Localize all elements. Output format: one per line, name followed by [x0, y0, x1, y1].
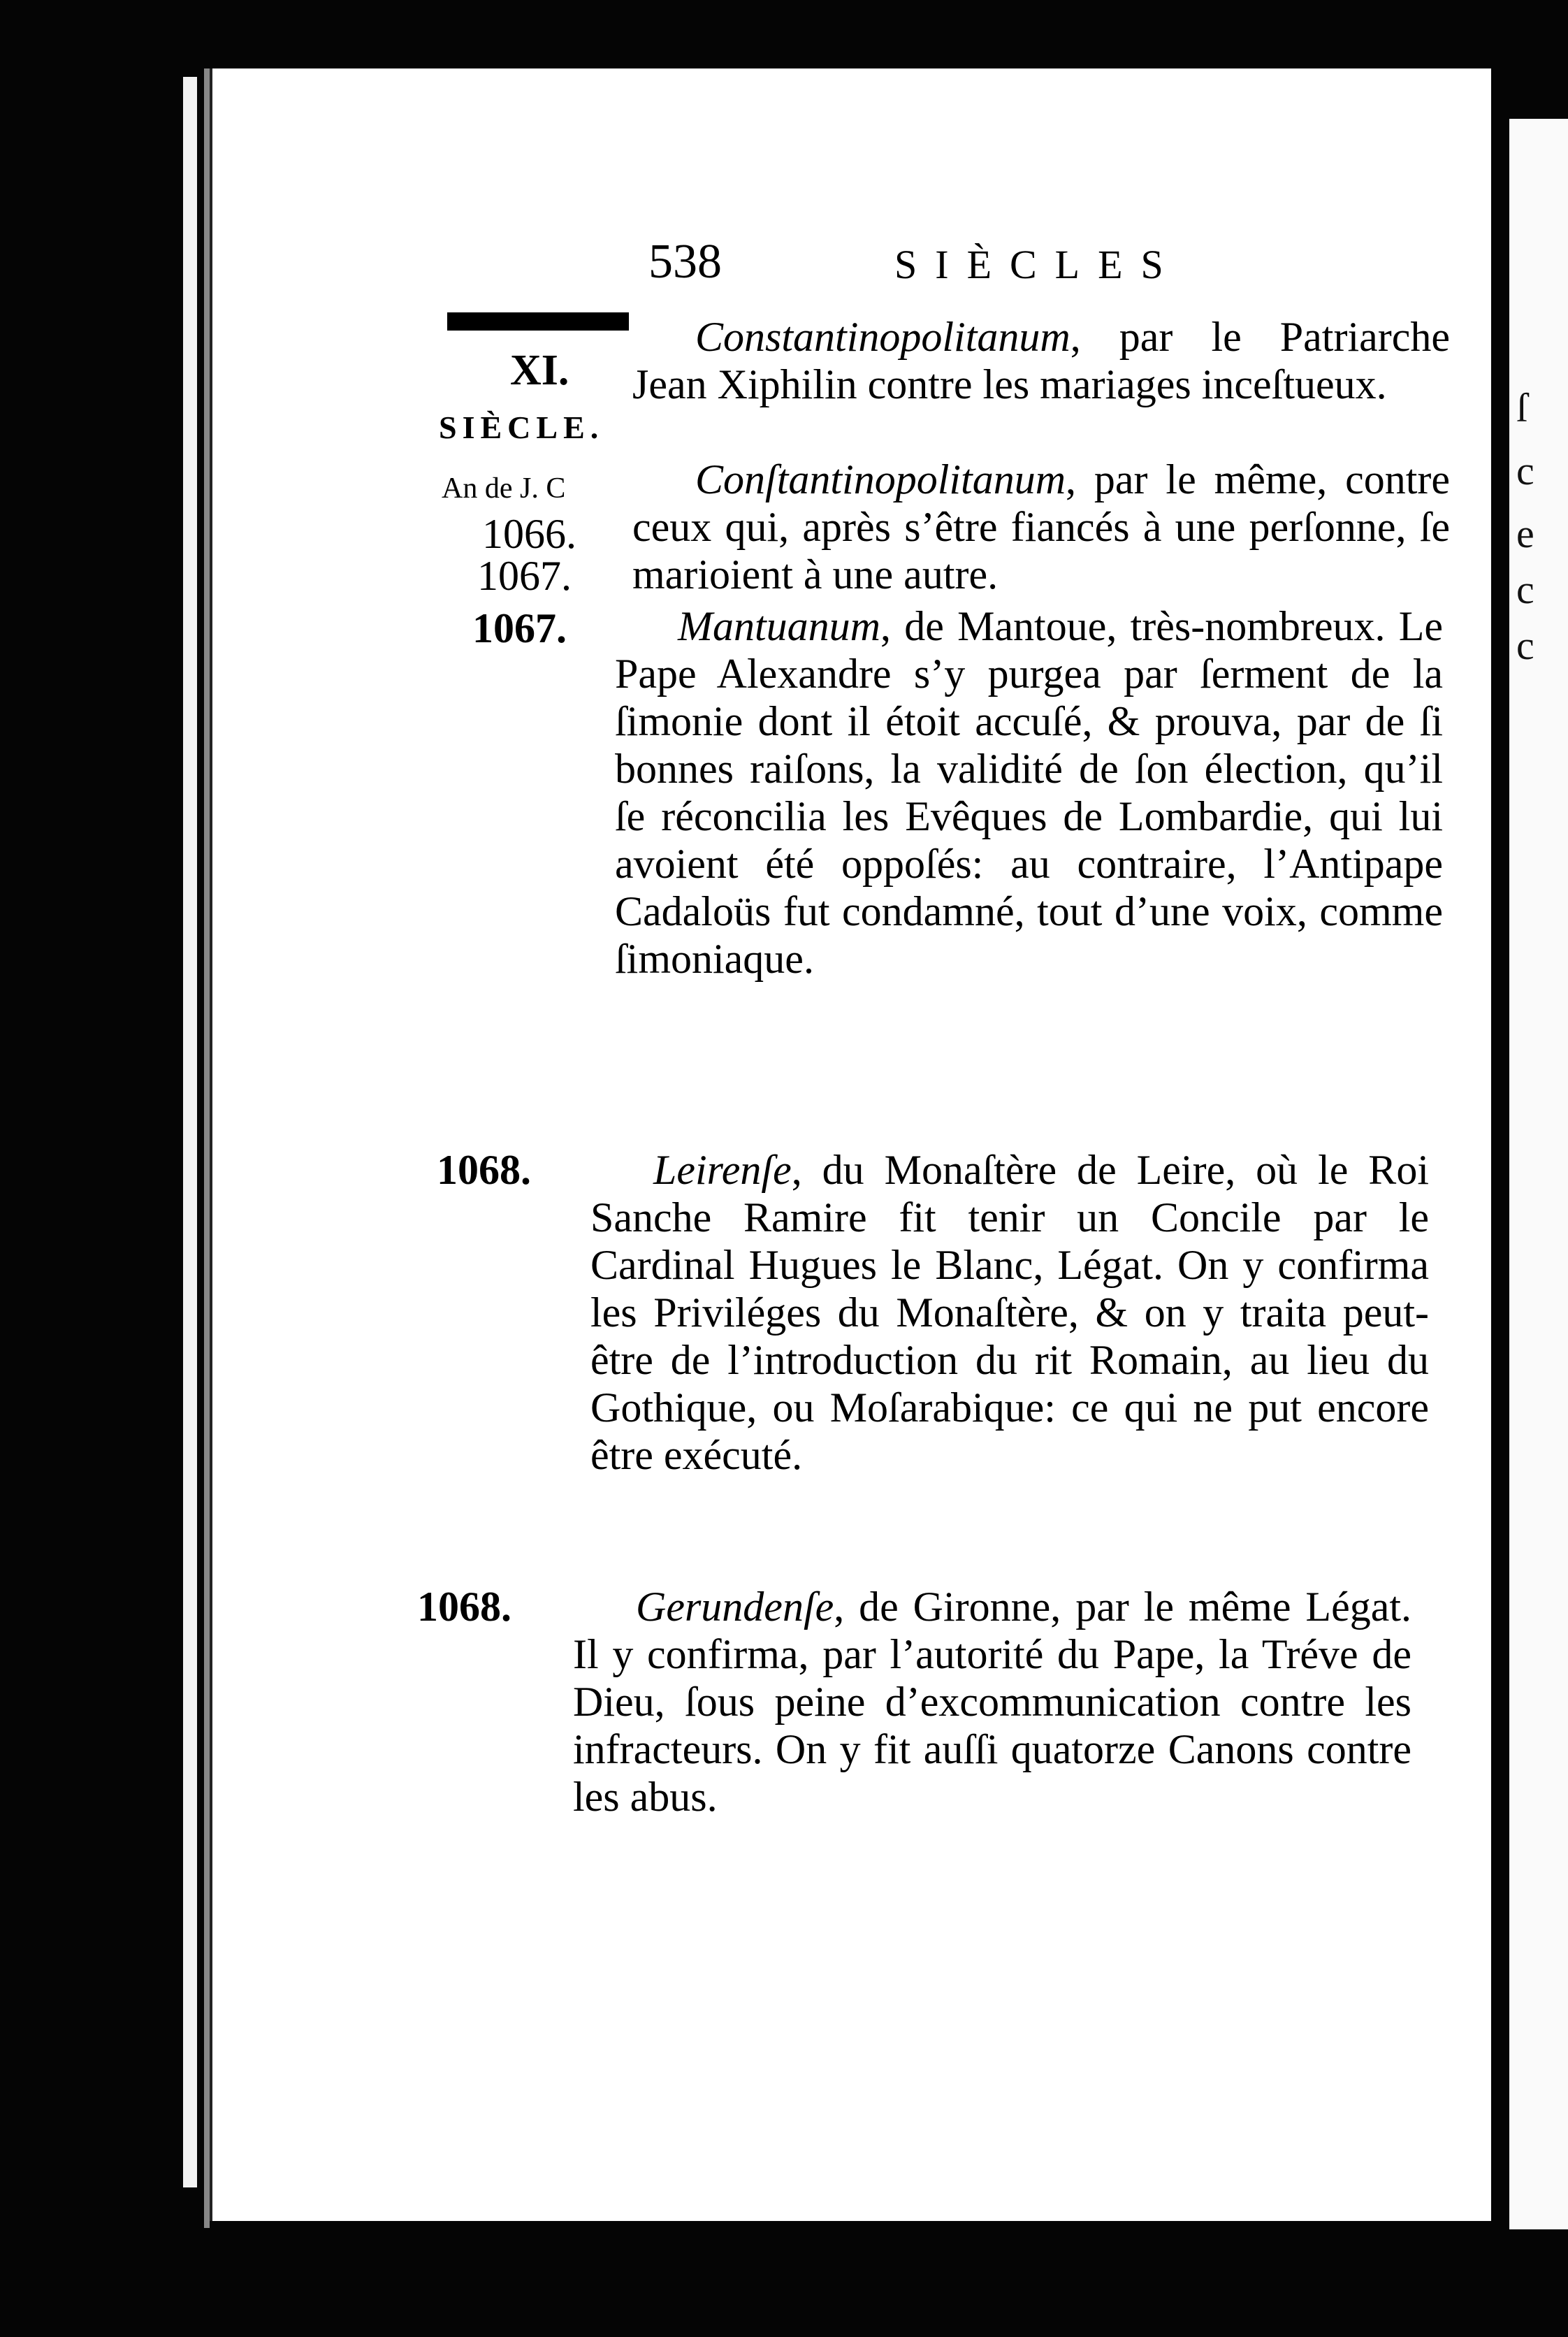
council-entry: [615, 602, 1443, 983]
facing-fragment: c: [1516, 448, 1534, 493]
page-number: 538: [648, 235, 722, 289]
running-head: SIÈCLES: [894, 242, 1182, 287]
council-name: Conſtantinopolitanum: [695, 456, 1066, 502]
council-entry: [590, 1146, 1429, 1479]
margin-year: 1068.: [417, 1584, 511, 1630]
book-gutter-edge: [204, 68, 210, 2228]
facing-fragment: e: [1516, 511, 1534, 556]
facing-fragment: ſ: [1516, 385, 1528, 430]
council-name: Constantinopolitanum: [695, 314, 1070, 360]
facing-fragment: c: [1516, 567, 1534, 612]
council-text: , du Monaſtère de Leire, où le Roi Sanche Ramire fit tenir un Concile par le Cardinal Hugues le Blanc, Légat. On y confirma les Priviléges du Monaſtère, & on y traita peut-être de l’introduction du rit Romain, au lieu du Gothique, ou Moſarabique: ce qui ne put encore être exécuté.: [590, 1147, 1429, 1478]
council-text: , de Mantoue, très-nombreux. Le Pape Alexandre s’y purgea par ſerment de la ſimonie dont il étoit accuſé, & prouva, par de ſi bonnes raiſons, la validité de ſon élection, qu’il ſe réconcilia les Evêques de Lombardie, qui lui avoient été oppoſés: au contraire, l’Antipape Cadaloüs fut condamné, tout d’une voix, comme ſimoniaque.: [615, 603, 1443, 982]
margin-year: 1067.: [472, 605, 567, 651]
margin-year: 1067.: [477, 553, 572, 599]
council-name: Gerundenſe: [636, 1584, 834, 1630]
council-name: Mantuanum: [678, 603, 880, 649]
ornamental-rule: [447, 312, 629, 331]
council-text: , par le Patriarche Jean Xiphilin contre les mariages inceſtueux.: [632, 314, 1450, 407]
margin-year: 1068.: [437, 1147, 531, 1193]
book-gutter: [183, 77, 197, 2187]
facing-page-edge: [1509, 119, 1568, 2229]
margin-year: 1066.: [482, 511, 576, 557]
margin-an-de-jc: An de J. C: [442, 472, 566, 505]
council-text: , de Gironne, par le même Légat. Il y confirma, par l’autorité du Pape, la Tréve de Dieu, ſous peine d’excommunication contre les infracteurs. On y fit auſſi quatorze Canons contre les abus.: [573, 1584, 1411, 1820]
margin-century: XI.: [510, 347, 569, 394]
council-text: , par le même, contre ceux qui, après s’être fiancés à une perſonne, ſe marioient à une autre.: [632, 456, 1450, 598]
council-name: Leirenſe: [653, 1147, 792, 1193]
council-entry: [632, 456, 1450, 598]
facing-fragment: c: [1516, 623, 1534, 668]
council-entry: [573, 1583, 1411, 1821]
margin-siecle: SIÈCLE.: [439, 410, 604, 445]
council-entry: [632, 313, 1450, 408]
